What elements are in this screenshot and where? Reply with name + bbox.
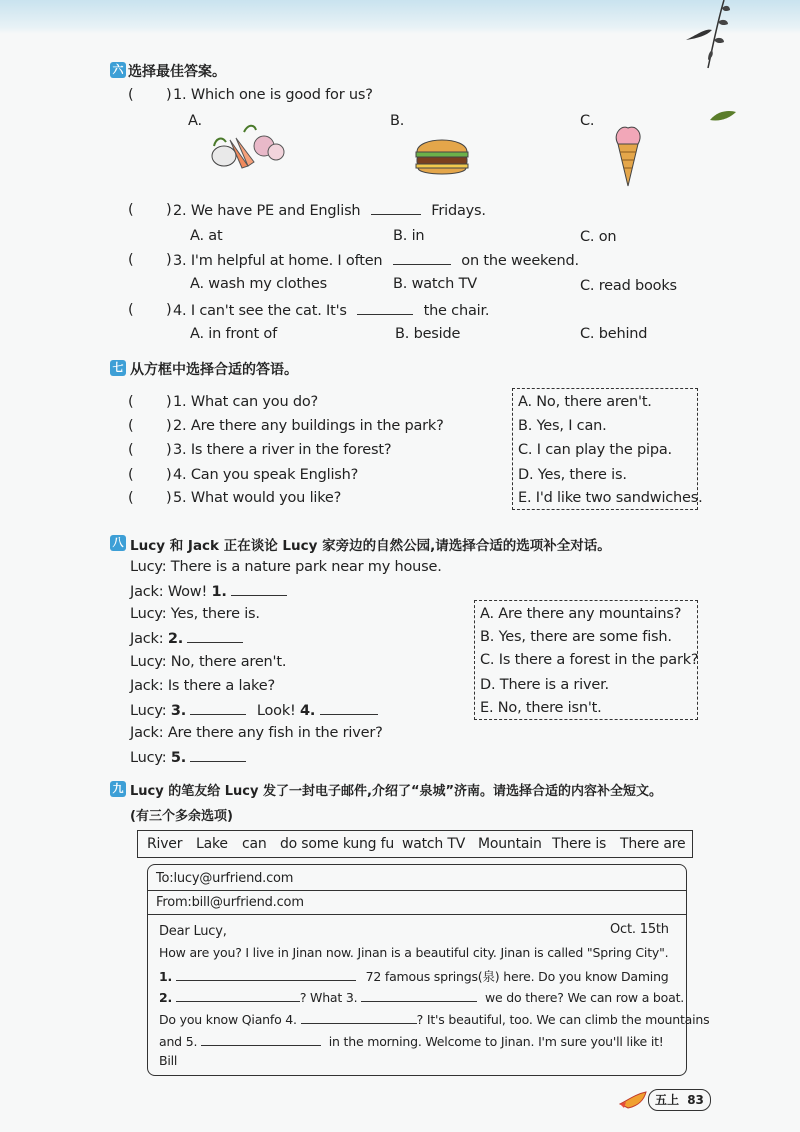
email-from-divider — [148, 914, 686, 915]
section-7-q5-paren-close: ) — [166, 490, 172, 506]
dialog-line-8: Jack: Are there any fish in the river? — [130, 725, 383, 741]
q3-text-part1: 3. I'm helpful at home. I often — [173, 253, 383, 269]
q3-text — [173, 252, 579, 269]
section-7-question-2: 2. Are there any buildings in the park? — [173, 418, 444, 434]
vegetables-picture — [204, 120, 288, 176]
email-blank-2[interactable] — [176, 989, 300, 1002]
dialog-line-9 — [130, 749, 246, 766]
footer-page-label — [648, 1089, 711, 1111]
email-line-4 — [159, 1011, 709, 1027]
q4-paren-close: ) — [166, 302, 172, 318]
leaf-branch-icon — [678, 0, 738, 70]
dialog-blank-2[interactable] — [187, 630, 243, 643]
email-line-2-text: 72 famous springs(泉) here. Do you know Daming — [365, 969, 669, 984]
q2-text — [173, 202, 486, 219]
q3-option-c[interactable]: C. read books — [580, 278, 677, 294]
dialog-line-1: Lucy: There is a nature park near my house. — [130, 559, 442, 575]
q2-option-c[interactable]: C. on — [580, 229, 617, 245]
q4-text — [173, 302, 489, 319]
email-line-5-start: and 5. — [159, 1034, 198, 1049]
section-8-title: Lucy 和 Jack 正在谈论 Lucy 家旁边的自然公园,请选择合适的选项补全对话。 — [130, 538, 611, 554]
email-blank-3[interactable] — [361, 989, 477, 1002]
dialog-line-2-text: Jack: Wow! — [130, 584, 212, 600]
word-bank-item[interactable]: Mountain — [478, 836, 542, 852]
email-line-3-what: ? What 3. — [299, 990, 358, 1005]
section-7-option-b: B. Yes, I can. — [518, 418, 607, 434]
email-line-3-text: we do there? We can row a boat. — [484, 990, 685, 1005]
q1-text: 1. Which one is good for us? — [173, 87, 373, 103]
section-6-title: 选择最佳答案。 — [128, 64, 226, 80]
dialog-blank-5-number: 5. — [170, 750, 187, 766]
q2-option-b[interactable]: B. in — [393, 228, 425, 244]
q2-text-part2: Fridays. — [431, 203, 486, 219]
email-line-2 — [159, 967, 669, 985]
dialog-blank-5[interactable] — [190, 749, 246, 762]
word-bank-item[interactable]: There are — [620, 836, 686, 852]
leaf-icon — [708, 108, 738, 124]
email-from: From:bill@urfriend.com — [156, 895, 304, 910]
section-7-q4-paren-open[interactable]: ( — [128, 467, 134, 483]
email-greeting: Dear Lucy, — [159, 924, 227, 939]
email-blank-2-number: 2. — [159, 990, 173, 1005]
dialog-blank-4-number: 4. — [300, 703, 316, 719]
q4-option-a[interactable]: A. in front of — [190, 326, 277, 342]
q3-paren-close: ) — [166, 252, 172, 268]
dialog-blank-1-number: 1. — [211, 584, 227, 600]
section-9-title: Lucy 的笔友给 Lucy 发了一封电子邮件,介绍了“泉城”济南。请选择合适的内容补全短文。 — [130, 784, 663, 799]
word-bank-item[interactable]: Lake — [196, 836, 228, 852]
dialog-line-4 — [130, 630, 243, 647]
q4-paren-open[interactable]: ( — [128, 302, 134, 318]
q2-text-part1: 2. We have PE and English — [173, 203, 361, 219]
q1-option-c[interactable]: C. — [580, 113, 595, 129]
q1-paren-open[interactable]: ( — [128, 87, 134, 103]
section-8-option-e: E. No, there isn't. — [480, 700, 602, 716]
q2-blank[interactable] — [371, 202, 421, 215]
word-bank-item[interactable]: River — [147, 836, 183, 852]
section-7-option-a: A. No, there aren't. — [518, 394, 652, 410]
dialog-line-9-text: Lucy: — [130, 750, 171, 766]
section-7-option-c: C. I can play the pipa. — [518, 442, 672, 458]
section-8-option-a: A. Are there any mountains? — [480, 606, 682, 622]
email-blank-1-number: 1. — [159, 969, 173, 984]
ice-cream-picture — [610, 122, 646, 188]
section-8-option-b: B. Yes, there are some fish. — [480, 629, 672, 645]
dialog-blank-3[interactable] — [190, 702, 246, 715]
q2-option-a[interactable]: A. at — [190, 228, 223, 244]
section-7-q5-paren-open[interactable]: ( — [128, 490, 134, 506]
section-6-badge: 六 — [110, 62, 126, 78]
q4-text-part2: the chair. — [423, 303, 490, 319]
section-7-q4-paren-close: ) — [166, 467, 172, 483]
email-to: To:lucy@urfriend.com — [156, 871, 294, 886]
dialog-line-7-look: Look! — [256, 703, 301, 719]
email-line-1: How are you? I live in Jinan now. Jinan is a beautiful city. Jinan is called "Spring City". — [159, 945, 669, 960]
email-line-4-text: ? It's beautiful, too. We can climb the mountains — [416, 1012, 710, 1027]
section-7-badge: 七 — [110, 360, 126, 376]
section-7-q3-paren-close: ) — [166, 442, 172, 458]
footer-page-number: 83 — [687, 1093, 704, 1107]
q4-text-part1: 4. I can't see the cat. It's — [173, 303, 347, 319]
dialog-line-7 — [130, 702, 378, 719]
dialog-blank-2-number: 2. — [167, 631, 184, 647]
section-8-option-c: C. Is there a forest in the park? — [480, 652, 699, 668]
q1-paren-close: ) — [166, 87, 172, 103]
q4-option-b[interactable]: B. beside — [395, 326, 461, 342]
q3-option-a[interactable]: A. wash my clothes — [190, 276, 327, 292]
q1-option-a[interactable]: A. — [188, 113, 202, 129]
q4-option-c[interactable]: C. behind — [580, 326, 648, 342]
section-7-q1-paren-close: ) — [166, 394, 172, 410]
q3-blank[interactable] — [393, 252, 451, 265]
section-8-badge: 八 — [110, 535, 126, 551]
email-blank-1[interactable] — [176, 968, 356, 981]
dialog-line-4-text: Jack: — [130, 631, 168, 647]
q3-paren-open[interactable]: ( — [128, 252, 134, 268]
section-7-question-3: 3. Is there a river in the forest? — [173, 442, 392, 458]
rocket-icon — [618, 1090, 648, 1110]
section-7-q1-paren-open[interactable]: ( — [128, 394, 134, 410]
q2-paren-open[interactable]: ( — [128, 202, 134, 218]
dialog-line-5: Lucy: No, there aren't. — [130, 654, 287, 670]
email-line-5 — [159, 1033, 664, 1049]
email-line-4-start: Do you know Qianfo 4. — [159, 1012, 297, 1027]
section-7-title: 从方框中选择合适的答语。 — [130, 362, 298, 378]
dialog-line-2 — [130, 583, 287, 600]
word-bank-item[interactable]: do some kung fu — [280, 836, 395, 852]
email-blank-5[interactable] — [201, 1033, 321, 1046]
section-9-subtitle: (有三个多余选项) — [130, 809, 233, 824]
q3-text-part2: on the weekend. — [461, 253, 579, 269]
dialog-line-7-text: Lucy: — [130, 703, 171, 719]
word-bank-item[interactable]: watch TV — [402, 836, 466, 852]
q3-option-b[interactable]: B. watch TV — [393, 276, 477, 292]
section-7-q2-paren-close: ) — [166, 418, 172, 434]
q2-paren-close: ) — [166, 202, 172, 218]
section-7-question-4: 4. Can you speak English? — [173, 467, 359, 483]
email-line-5-text: in the morning. Welcome to Jinan. I'm sure you'll like it! — [328, 1034, 664, 1049]
dialog-line-3: Lucy: Yes, there is. — [130, 606, 260, 622]
section-7-q2-paren-open[interactable]: ( — [128, 418, 134, 434]
email-to-divider — [148, 890, 686, 891]
dialog-blank-3-number: 3. — [170, 703, 187, 719]
email-signature: Bill — [159, 1053, 178, 1068]
section-7-option-d: D. Yes, there is. — [518, 467, 627, 483]
q4-blank[interactable] — [357, 302, 413, 315]
burger-picture — [413, 130, 471, 180]
section-7-question-1: 1. What can you do? — [173, 394, 319, 410]
section-7-option-e: E. I'd like two sandwiches. — [518, 490, 703, 506]
dialog-line-6: Jack: Is there a lake? — [130, 678, 275, 694]
word-bank-item[interactable]: There is — [552, 836, 607, 852]
section-7-q3-paren-open[interactable]: ( — [128, 442, 134, 458]
email-date: Oct. 15th — [610, 922, 669, 937]
dialog-blank-4[interactable] — [320, 702, 378, 715]
email-blank-4[interactable] — [301, 1011, 417, 1024]
q1-option-b[interactable]: B. — [390, 113, 405, 129]
footer-grade: 五上 — [655, 1093, 680, 1107]
dialog-blank-1[interactable] — [231, 583, 287, 596]
word-bank-item[interactable]: can — [242, 836, 267, 852]
email-line-3 — [159, 989, 684, 1005]
section-9-badge: 九 — [110, 781, 126, 797]
section-8-option-d: D. There is a river. — [480, 677, 609, 693]
section-7-question-5: 5. What would you like? — [173, 490, 342, 506]
